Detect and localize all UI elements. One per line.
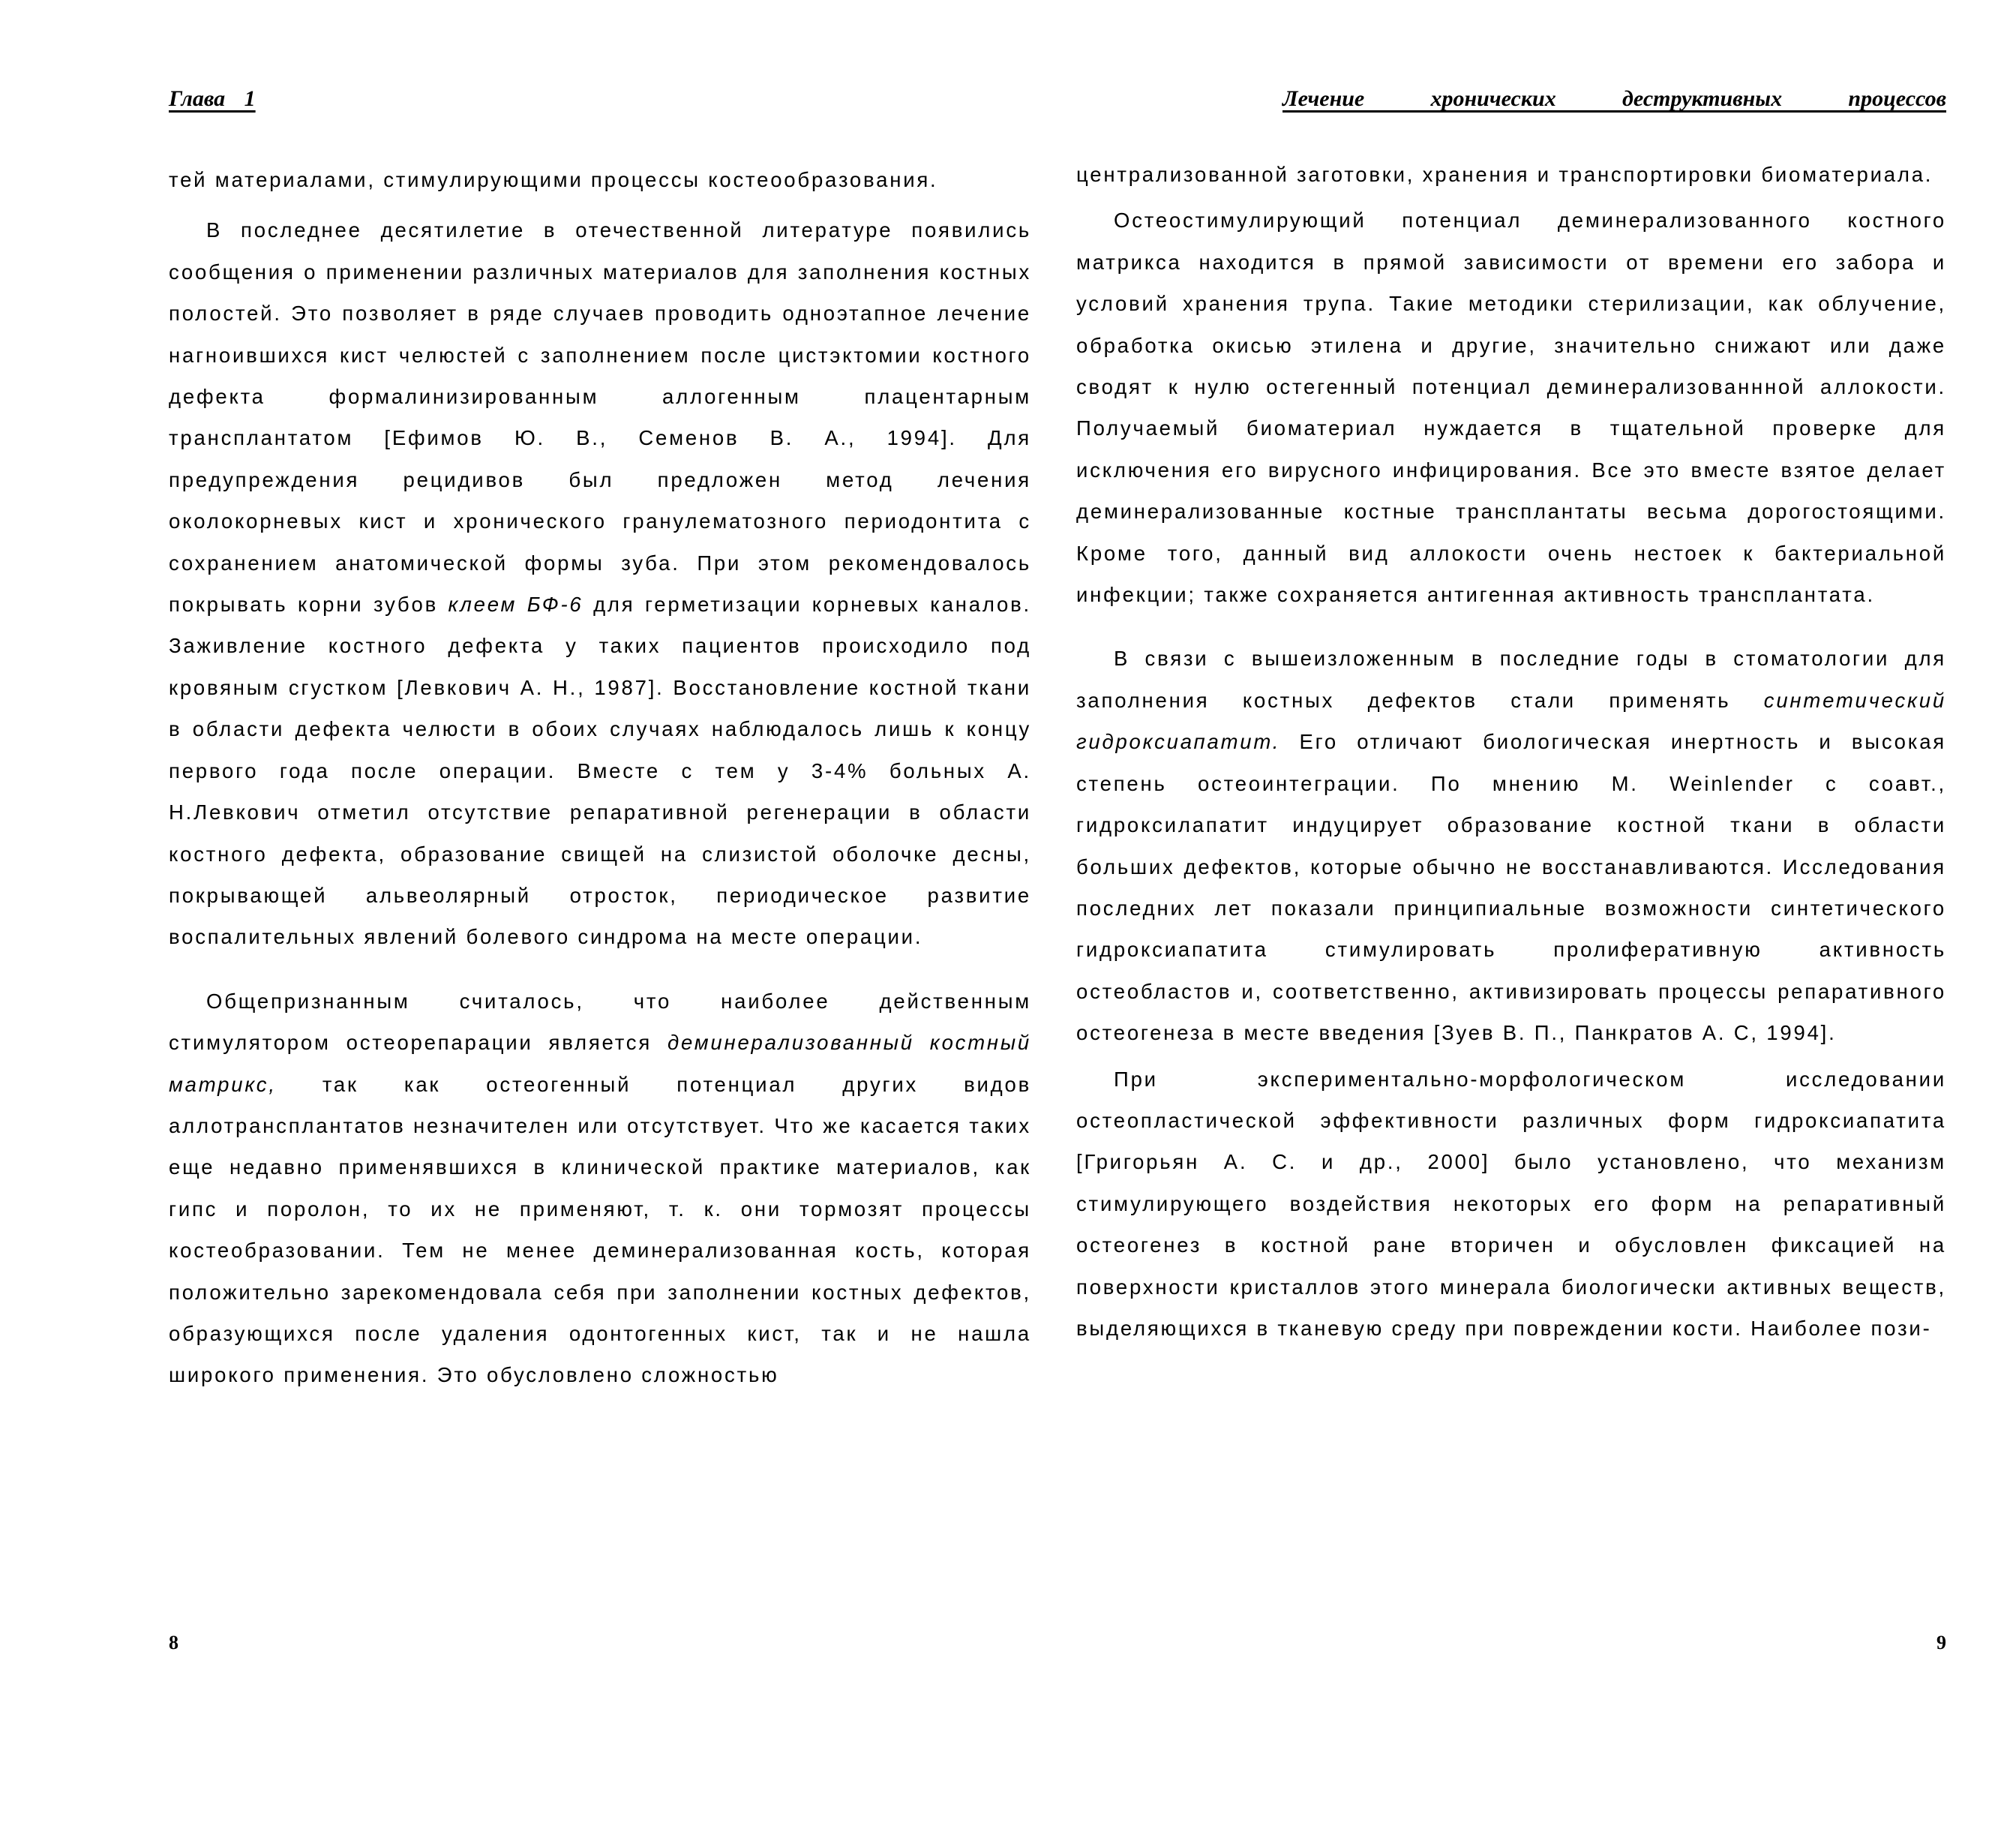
left-p1-text: тей материалами, стимулирующими процессы костеообразования. <box>169 168 938 191</box>
left-paragraph-1 <box>169 159 1031 200</box>
right-p3-text-b: Его отличают биологическая инертность и высокая степень остеоинтеграции. По мнению M. Weinlender с соавт., гидроксилапатит индуцирует образование костной ткани в области больших дефектов, которые обычно не восстанавливаются. Исследования последних лет показали принципиальные возможности синтетического гидроксиапатита стимулировать пролиферативную активность остеобластов и, соответственно, активизировать процессы репаративного остеогенеза в месте введения [Зуев В. П., Панкратов А. С, 1994]. <box>1076 730 1946 1045</box>
left-p2-text-a: В последнее десятилетие в отечественной литературе появились сообщения о применении различных материалов для заполнения костных полостей. Это позволяет в ряде случаев проводить одноэтапное лечение нагноившихся кист челюстей с заполнением после цистэктомии костного дефекта формалинизированным аллогенным плацентарным трансплантатом [Ефимов Ю. В., Семенов В. А., 1994]. Для предупреждения рецидивов был предложен метод лечения околокорневых кист и хронического гранулематозного периодонтита с сохранением анатомической формы зуба. При этом рекомендовалось покрывать корни зубов <box>169 218 1031 617</box>
right-p2-text: Остеостимулирующий потенциал деминерализованного костного матрикса находится в прямой зависимости от времени его забора и условий хранения трупа. Такие методики стерилизации, как облучение, обработка окисью этилена и другие, значительно снижают или даже сводят к нулю остегенный потенциал деминерализованнной аллокости. Получаемый биоматериал нуждается в тщательной проверке для исключения его вирусного инфицирования. Все это вместе взятое делает деминерализованные костные трансплантаты весьма дорогостоящими. Кроме того, данный вид аллокости очень нестоек к бактериальной инфекции; также сохраняется антигенная активность трансплантата. <box>1076 209 1946 607</box>
right-p1-text: централизованной заготовки, хранения и транспортировки биоматериала. <box>1076 163 1934 186</box>
left-p2-emphasis: клеем БФ-6 <box>448 593 584 617</box>
right-paragraph-2 <box>1076 200 1946 615</box>
left-p2-text-b: для герметизации корневых каналов. Заживление костного дефекта у таких пациентов происходило под кровяным сгустком [Левкович А. Н., 1987]. Восстановление костной ткани в области дефекта челюсти в обоих случаях наблюдалось лишь к концу первого года после операции. Вместе с тем у 3-4% больных А. Н.Левкович отметил отсутствие репаративной регенерации в области костного дефекта, образование свищей на слизистой оболочке десны, покрывающей альвеолярный отросток, периодическое развитие воспалительных явлений болевого синдрома на месте операции. <box>169 593 1031 949</box>
right-paragraph-4 <box>1076 1059 1946 1350</box>
left-page-number: 8 <box>169 1632 178 1653</box>
right-paragraph-3 <box>1076 638 1946 1053</box>
right-p3-emphasis: синтетический гидроксиапатит. <box>1076 688 1946 754</box>
left-p3-emphasis: деминерализованный костный матрикс, <box>169 1031 1031 1096</box>
right-page-number: 9 <box>1936 1632 1946 1653</box>
left-running-head: Глава 1 <box>169 86 256 111</box>
left-p3-text-b: так как остеогенный потенциал других видов аллотрансплантатов незначителен или отсутствует. Что же касается таких еще недавно применявшихся в клинической практике материалов, как гипс и поролон, то их не применяют, т. к. они тормозят процессы костеобразовании. Тем не менее деминерализованная кость, которая положительно зарекомендовала себя при заполнении костных дефектов, образующихся после удаления одонтогенных кист, так и не нашла широкого применения. Это обусловлено сложностью <box>169 1072 1031 1387</box>
right-page <box>1076 0 1946 1823</box>
left-page-body <box>169 159 1031 1396</box>
left-paragraph-2 <box>169 209 1031 957</box>
right-page-body <box>1076 154 1946 1349</box>
left-paragraph-3 <box>169 981 1031 1396</box>
right-p3-text-a: В связи с вышеизложенным в последние годы в стоматологии для заполнения костных дефектов стали применять <box>1076 647 1946 712</box>
right-p4-text: При экспериментально-морфологическом исследовании остеопластической эффективности различных форм гидроксиапатита [Григорьян А. С. и др., 2000] было установлено, что механизм стимулирующего воздействия некоторых его форм на репаративный остеогенез в костной ране вторичен и обусловлен фиксацией на поверхности кристаллов этого минерала биологически активных веществ, выделяющихся в тканевую среду при повреждении кости. Наиболее пози- <box>1076 1067 1946 1340</box>
right-paragraph-1 <box>1076 154 1946 195</box>
left-p3-text-a: Общепризнанным считалось, что наиболее действенным стимулятором остеорепарации является <box>169 989 1031 1055</box>
right-running-head: Лечение хронических деструктивных процессов <box>1282 86 1946 111</box>
left-page <box>169 0 1031 1823</box>
